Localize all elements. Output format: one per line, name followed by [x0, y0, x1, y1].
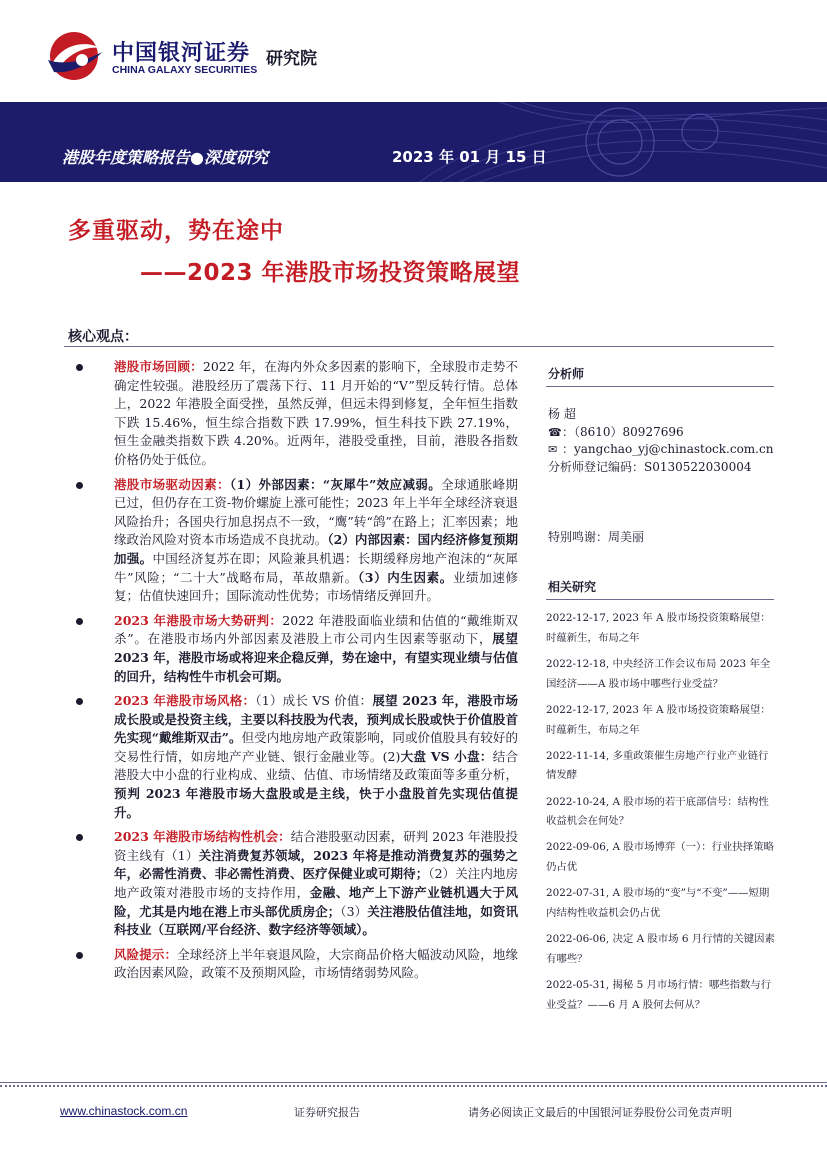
point-text: 全球经济上半年衰退风险，大宗商品价格大幅波动风险，地缘政治因素风险，政策不及预期风险，市场情绪弱势风险。 — [114, 946, 518, 981]
point-bold: 大盘 VS 小盘： — [400, 748, 493, 764]
list-item — [70, 358, 518, 470]
analyst-phone: ：（8610）80927696 — [562, 424, 684, 439]
point-label: 风险提示： — [114, 946, 178, 962]
point-text: 结合港股驱动因素，研判 2023 年港股投资主线有（1） — [114, 829, 518, 863]
list-item — [70, 612, 518, 686]
phone-icon: ☎ — [548, 425, 562, 439]
bullet-icon — [76, 698, 83, 705]
report-date: 2023 年 01 月 15 日 — [392, 148, 547, 166]
point-bold: 展望 2023 年，港股市场或将迎来企稳反弹，势在途中，有望实现业绩与估值的回升，结构性牛市机会可期。 — [114, 631, 518, 684]
point-text: 中国经济复苏在即；风险兼具机遇：长期缓释房地产泡沫的“灰犀牛”风险；“二十大”战略布局，革故鼎新。 — [114, 550, 518, 585]
related-item[interactable]: 2022-12-18, 中央经济工作会议布局 2023 年全国经济——A 股市场中哪些行业受益？ — [546, 657, 771, 690]
analyst-email-row — [548, 441, 773, 459]
special-thanks: 特别鸣谢：周美丽 — [548, 530, 645, 544]
point-bold: （3）内生因素。 — [357, 569, 453, 585]
list-item — [70, 476, 518, 606]
footer-url-link[interactable]: www.chinastock.com.cn — [60, 1104, 188, 1118]
point-bold: 预判 2023 年港股市场大盘股或是主线，快于小盘股首先实现估值提升。 — [114, 786, 518, 820]
report-type: 港股年度策略报告●深度研究 — [62, 148, 268, 167]
bullet-icon — [76, 834, 83, 841]
list-item — [70, 828, 518, 940]
divider — [546, 599, 774, 600]
banner-swirl-decoration — [0, 102, 827, 182]
galaxy-logo-icon — [44, 30, 104, 82]
related-item[interactable]: 2022-12-17, 2023 年 A 股市场投资策略展望：时蕴新生，布局之年 — [546, 612, 771, 644]
point-text: 2022 年港股面临业绩和估值的“戴维斯双杀”。在港股市场内外部因素及港股上市公司内生因素等驱动下， — [114, 612, 518, 647]
point-label: 港股市场回顾： — [114, 359, 203, 374]
point-bold: 关注消费复苏领域，2023 年将是推动消费复苏的强势之年，必需性消费、非必需性消费、医疗保健业或可期待； — [114, 847, 518, 882]
point-bold: 金融、地产上下游产业链机遇大于风险，尤其是内地在港上市头部优质房企； — [114, 885, 518, 919]
brand-name-cn: 中国银河证券 — [112, 41, 251, 66]
list-item — [70, 692, 518, 822]
analyst-phone-row — [548, 424, 773, 442]
brand-name-en: CHINA GALAXY SECURITIES — [112, 64, 258, 76]
analyst-email[interactable]: ：yangchao_yj@chinastock.com.cn — [562, 442, 774, 456]
point-bold: 展望 2023 年，港股市场成长股或是投资主线，主要以科技股为代表，预判成长股或快于价值股首先实现“戴维斯双击”。 — [114, 693, 518, 746]
related-item[interactable]: 2022-11-14, 多重政策催生房地产行业产业链行情发酵 — [546, 749, 769, 782]
header-banner — [0, 102, 827, 182]
related-section — [546, 578, 774, 600]
point-bold: 关注港股估值洼地，如资讯科技业（互联网/平台经济、数字经济等领域）。 — [114, 903, 518, 938]
core-heading: 核心观点： — [68, 329, 138, 345]
analyst-registration: 分析师登记编码：S0130522030004 — [548, 459, 752, 474]
related-item[interactable]: 2022-10-24, A 股市场的若干底部信号：结构性收益机会在何处？ — [546, 795, 769, 828]
point-text: 业绩加速修复；估值快速回升；国际流动性优势；市场情绪反弹回升。 — [114, 569, 518, 604]
point-bold: （1）外部因素：“灰犀牛”效应减弱。 — [229, 476, 442, 492]
footer-label: 证券研究报告 — [294, 1106, 360, 1119]
point-label: 2023 年港股市场大势研判： — [114, 612, 283, 628]
point-label: 2023 年港股市场风格： — [114, 693, 256, 709]
bullet-icon — [76, 952, 83, 959]
report-title: 多重驱动，势在途中 — [68, 218, 284, 244]
related-research-list — [546, 609, 778, 1022]
bullet-icon — [76, 364, 83, 371]
divider — [546, 386, 774, 387]
department-name: 研究院 — [266, 49, 317, 69]
point-text: （1）成长 VS 价值： — [255, 693, 373, 709]
bullet-icon — [76, 482, 83, 489]
report-subtitle: ——2023 年港股市场投资策略展望 — [140, 260, 521, 286]
analyst-name: 杨 超 — [548, 407, 576, 421]
email-icon: ✉ — [548, 443, 558, 456]
bullet-icon — [76, 618, 83, 625]
point-label: 2023 年港股市场结构性机会： — [114, 829, 291, 845]
related-item[interactable]: 2022-07-31, A 股市场的“变”与“不变”——短期内结构性收益机会仍占优 — [546, 887, 770, 920]
point-bold: （2）内部因素：国内经济修复预期加强。 — [114, 532, 518, 566]
related-item[interactable]: 2022-05-31, 揭秘 5 月市场行情：哪些指数与行业受益？——6 月 A 股何去何从？ — [546, 979, 772, 1011]
point-label: 港股市场驱动因素： — [114, 476, 230, 492]
footer-divider — [0, 1082, 827, 1083]
core-points-list — [70, 358, 518, 983]
analyst-section — [546, 346, 774, 387]
footer-dotted-divider — [0, 1085, 827, 1088]
analyst-heading: 分析师 — [548, 367, 585, 381]
point-text: （2）关注内地房地产政策对港股市场的支持作用， — [114, 866, 518, 901]
related-heading: 相关研究 — [548, 580, 597, 594]
analyst-info — [548, 406, 773, 476]
point-text: 全球通胀峰期已过，但仍存在工资-物价螺旋上涨可能性；2023 年上半年全球经济衰退风险抬升；各国央行加息拐点不一致，“鹰”转“鸽”在路上；汇率因素；地缘政治风险对资本市场造成不良扰动。 — [114, 476, 518, 548]
related-item[interactable]: 2022-06-06, 决定 A 股市场 6 月行情的关键因素有哪些？ — [546, 933, 775, 966]
related-item[interactable]: 2022-12-17, 2023 年 A 股市场投资策略展望：时蕴新生，布局之年 — [546, 703, 771, 736]
point-text: 结合港股大中小盘的行业构成、业绩、估值、市场情绪及政策面等多重分析， — [114, 748, 518, 783]
point-text: 但受内地房地产政策影响，同或价值股具有较好的交易性行情，如房地产产业链、银行金融业等。(2) — [114, 730, 518, 764]
point-text: （3） — [340, 903, 368, 919]
related-item[interactable]: 2022-09-06, A 股市场博弈（一）：行业抉择策略仍占优 — [546, 841, 774, 874]
footer-disclaimer: 请务必阅读正文最后的中国银河证券股份公司免责声明 — [468, 1106, 732, 1119]
point-text: 2022 年，在海内外众多因素的影响下，全球股市走势不确定性较强。港股经历了震荡下行、11 月开始的“V”型反转行情。总体上，2022 年港股全面受挫，虽然反弹，但远未得到修复，全年恒生指数下跌 15.46%，恒生综合指数下跌 17.99%，恒生科技下跌 27.19%，恒生金融类指数下跌 4.20%。近两年，港股受重挫，目前，港股各指数价格仍处于低位。 — [114, 359, 518, 467]
list-item — [70, 946, 518, 983]
